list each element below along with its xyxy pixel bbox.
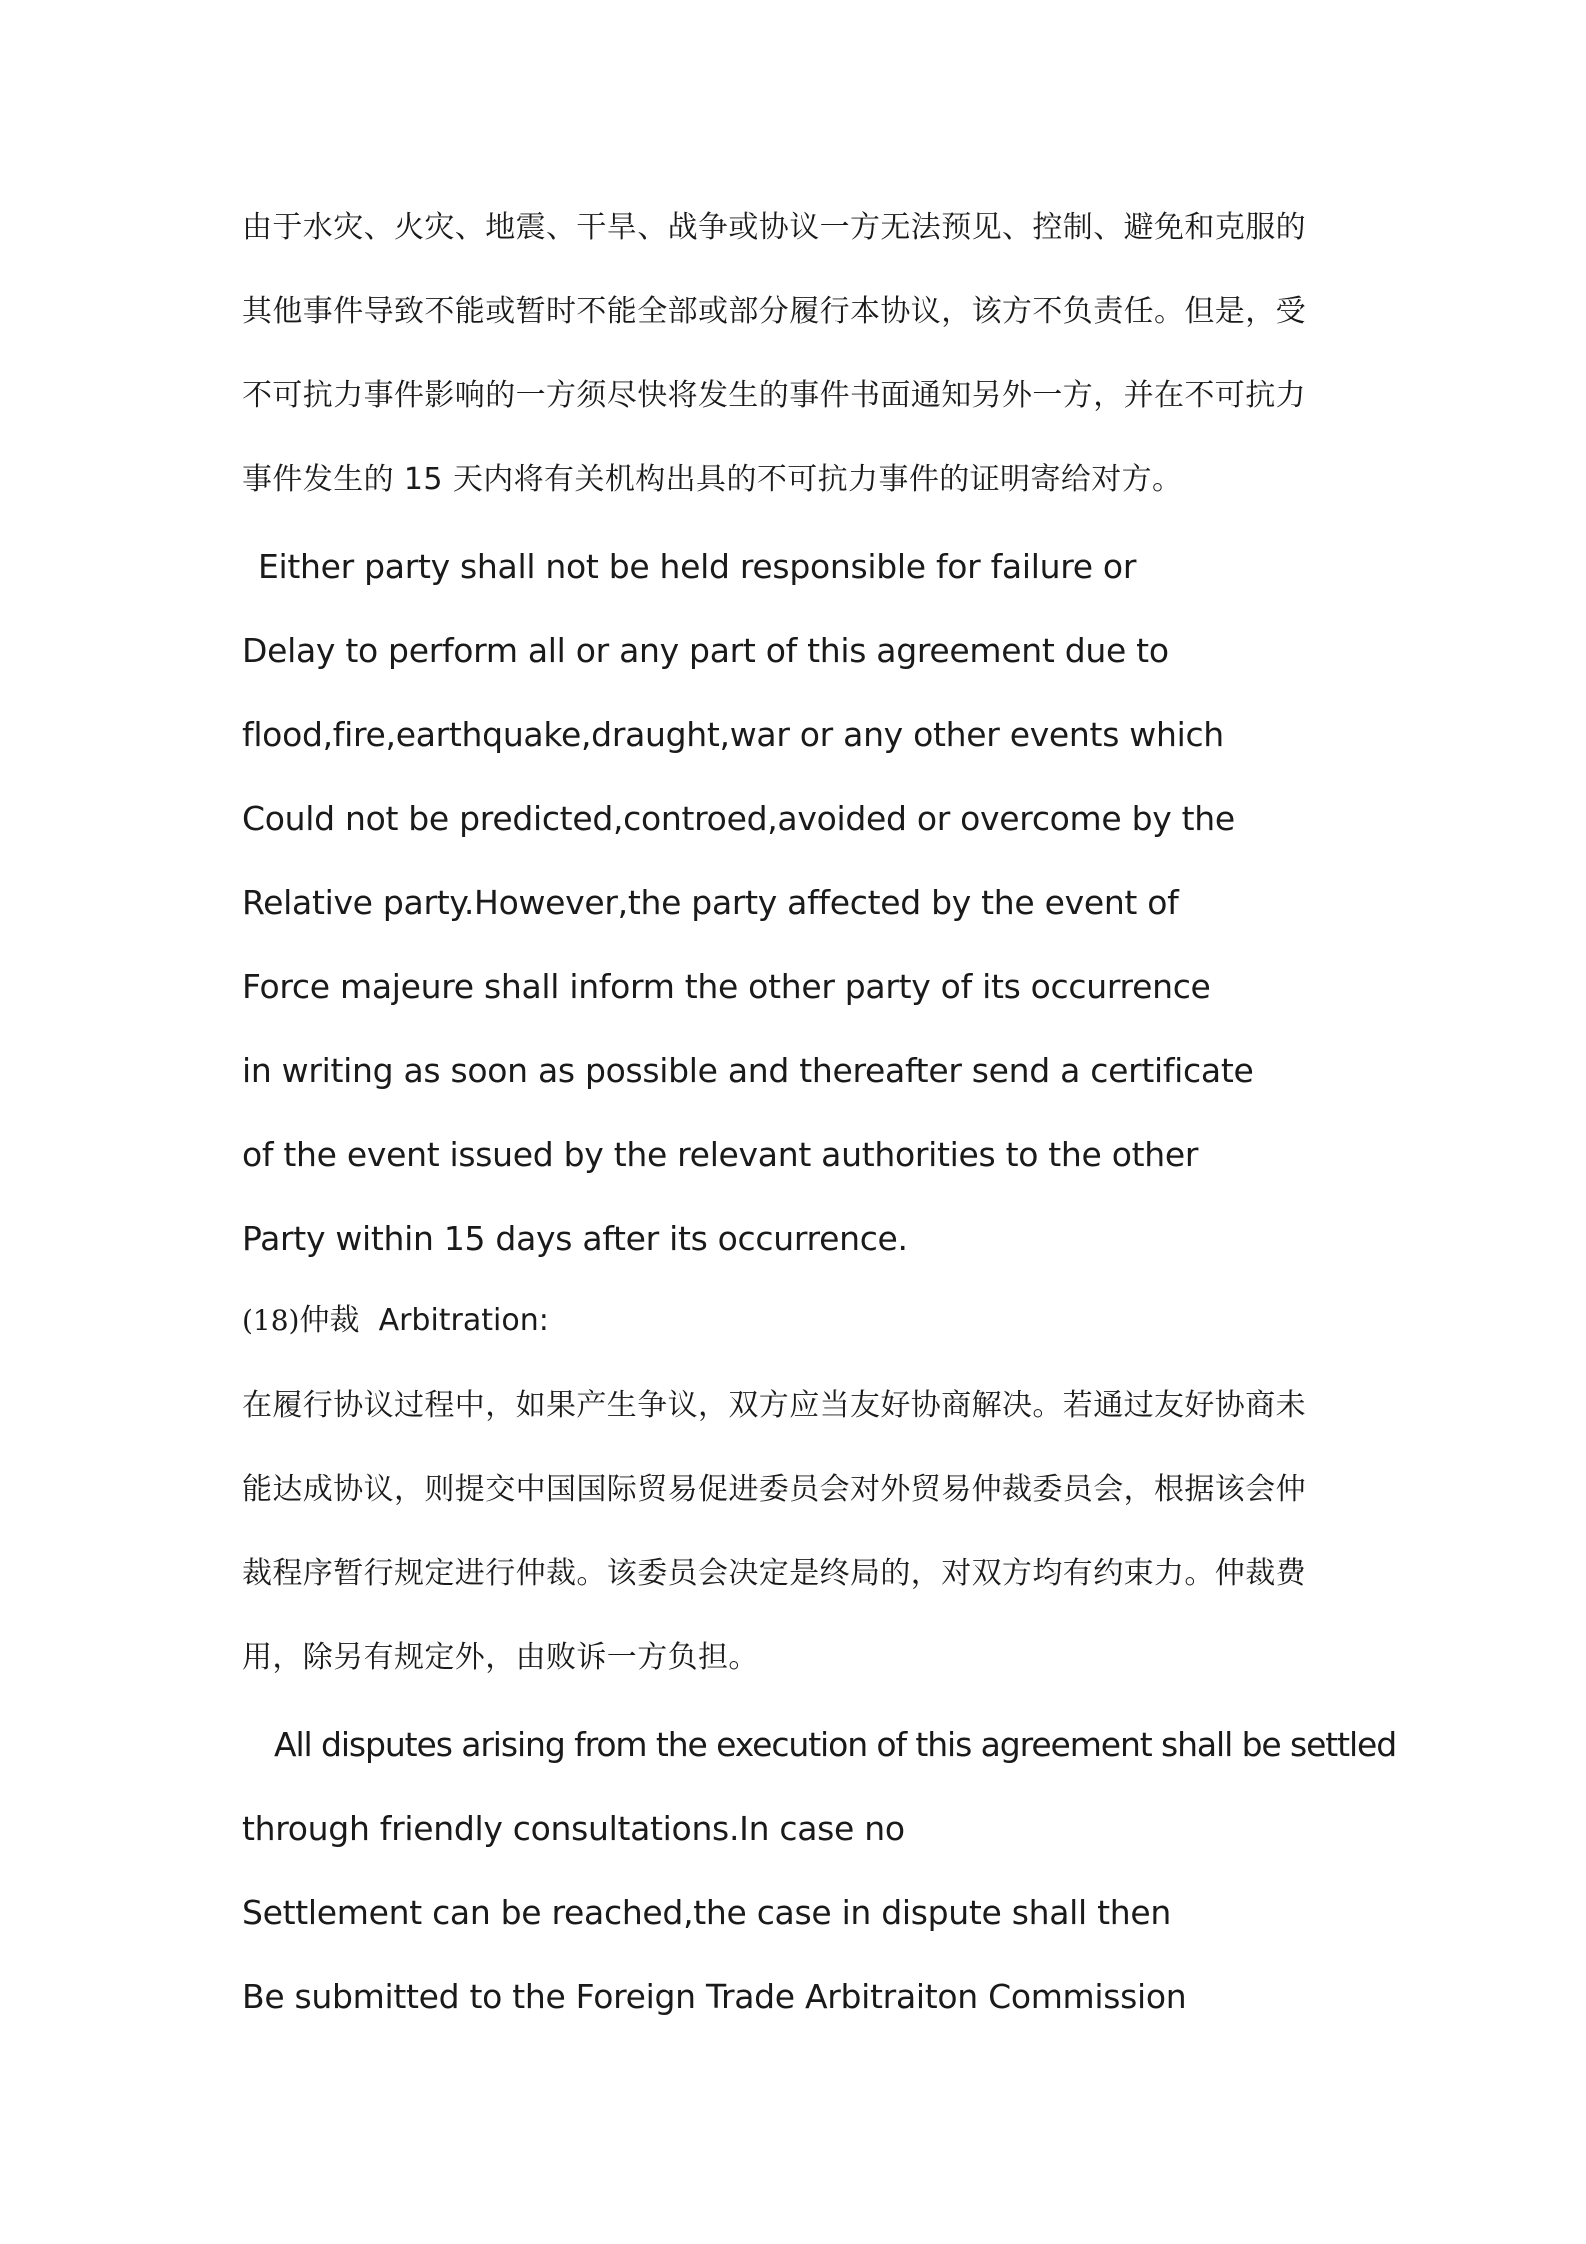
force-majeure-en-line-4: Could not be predicted,controed,avoided or overcome by the [242, 799, 1235, 838]
arbitration-en-line-3: Settlement can be reached,the case in dispute shall then [242, 1893, 1171, 1932]
arbitration-heading [242, 1303, 549, 1338]
force-majeure-zh-line-1: 由于水灾、火灾、地震、干旱、战争或协议一方无法预见、控制、避免和克服的 [242, 210, 1306, 245]
arbitration-zh-line-1: 在履行协议过程中，如果产生争议，双方应当友好协商解决。若通过友好协商未 [242, 1388, 1306, 1423]
arbitration-heading-zh: 仲裁 [299, 1303, 360, 1338]
arbitration-zh-line-2: 能达成协议，则提交中国国际贸易促进委员会对外贸易仲裁委员会，根据该会仲 [242, 1472, 1306, 1507]
arbitration-en-line-4: Be submitted to the Foreign Trade Arbitraiton Commission [242, 1977, 1187, 2016]
force-majeure-en-line-6: Force majeure shall inform the other party of its occurrence [242, 967, 1211, 1006]
clause-number: (18) [242, 1304, 300, 1337]
force-majeure-zh-line-3: 不可抗力事件影响的一方须尽快将发生的事件书面通知另外一方，并在不可抗力 [242, 378, 1306, 413]
force-majeure-en-line-1: Either party shall not be held responsible for failure or [258, 547, 1137, 586]
force-majeure-en-line-2: Delay to perform all or any part of this agreement due to [242, 631, 1169, 670]
force-majeure-en-line-9: Party within 15 days after its occurrence. [242, 1219, 908, 1258]
arbitration-en-line-2: through friendly consultations.In case no [242, 1809, 905, 1848]
force-majeure-en-line-5: Relative party.However,the party affected by the event of [242, 883, 1179, 922]
arbitration-zh-line-3: 裁程序暂行规定进行仲裁。该委员会决定是终局的，对双方均有约束力。仲裁费 [242, 1556, 1306, 1591]
arbitration-en-line-1: All disputes arising from the execution of this agreement shall be settled [274, 1725, 1397, 1764]
force-majeure-zh-line-2: 其他事件导致不能或暂时不能全部或部分履行本协议，该方不负责任。但是，受 [242, 294, 1306, 329]
force-majeure-zh-line-4: 事件发生的 15 天内将有关机构出具的不可抗力事件的证明寄给对方。 [242, 462, 1183, 497]
force-majeure-en-line-8: of the event issued by the relevant authorities to the other [242, 1135, 1199, 1174]
force-majeure-en-line-3: flood,fire,earthquake,draught,war or any other events which [242, 715, 1224, 754]
force-majeure-en-line-7: in writing as soon as possible and thereafter send a certificate [242, 1051, 1254, 1090]
arbitration-heading-en: Arbitration: [378, 1303, 549, 1338]
arbitration-zh-line-4: 用，除另有规定外，由败诉一方负担。 [242, 1640, 759, 1675]
